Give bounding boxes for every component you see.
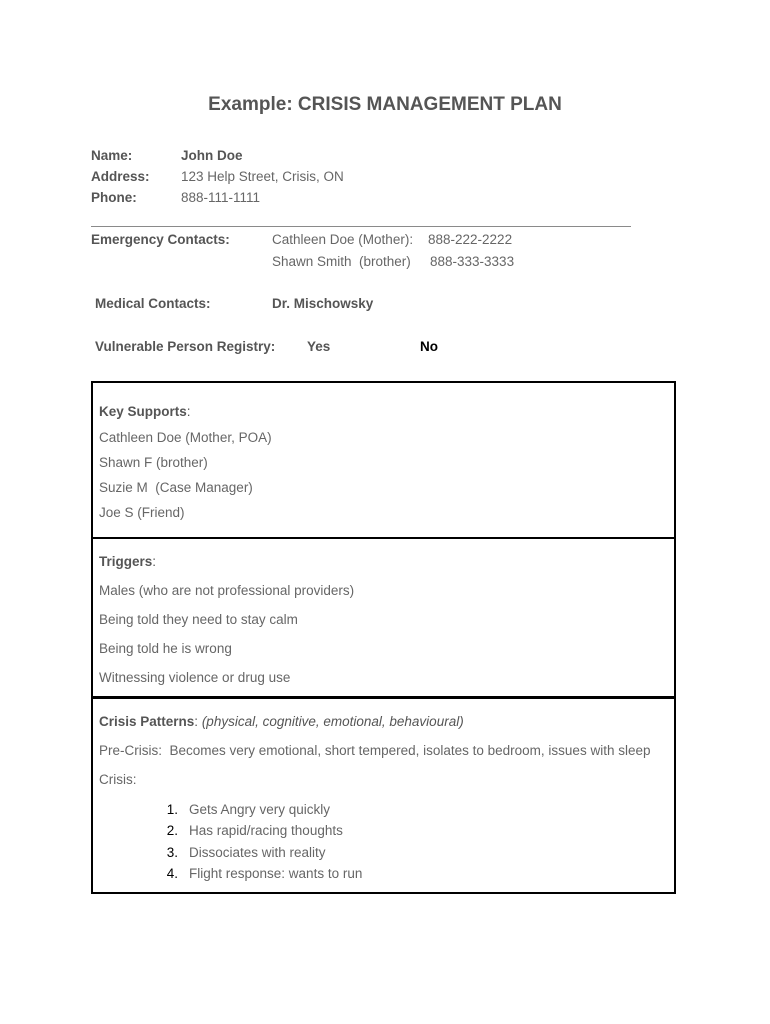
name-value: John Doe <box>181 148 243 163</box>
list-item: Being told they need to stay calm <box>99 612 298 627</box>
key-supports-box <box>91 381 676 539</box>
address-value: 123 Help Street, Crisis, ON <box>181 169 344 184</box>
name-label: Name: <box>91 148 133 163</box>
list-item: Flight response: wants to run <box>189 866 363 881</box>
emergency-contact-phone: 888-222-2222 <box>428 232 513 247</box>
crisis-label: Crisis: <box>99 772 137 787</box>
list-item: Has rapid/racing thoughts <box>189 823 343 838</box>
emergency-contact-name: Cathleen Doe (Mother): <box>272 232 414 247</box>
medical-contact-value: Dr. Mischowsky <box>272 296 374 311</box>
list-item: Males (who are not professional providers) <box>99 583 355 598</box>
list-number: 3. <box>166 845 178 860</box>
list-item: Suzie M (Case Manager) <box>99 480 253 495</box>
list-item: Shawn F (brother) <box>99 455 208 470</box>
registry-yes-option: Yes <box>307 339 331 354</box>
crisis-patterns-box <box>91 697 676 894</box>
emergency-contact-name: Shawn Smith (brother) <box>272 254 411 269</box>
emergency-contact-phone: 888-333-3333 <box>430 254 515 269</box>
pre-crisis-text: Pre-Crisis: Becomes very emotional, short tempered, isolates to bedroom, issues with sleep <box>99 743 651 758</box>
list-number: 2. <box>166 823 178 838</box>
address-label: Address: <box>91 169 150 184</box>
crisis-patterns-heading: Crisis Patterns: (physical, cognitive, emotional, behavioural) <box>99 714 464 729</box>
emergency-contacts-label: Emergency Contacts: <box>91 232 230 247</box>
list-item: Dissociates with reality <box>189 845 326 860</box>
crisis-patterns-subheading: (physical, cognitive, emotional, behavioural) <box>201 714 464 729</box>
list-item: Gets Angry very quickly <box>189 802 331 817</box>
registry-no-option: No <box>420 339 438 354</box>
key-supports-heading: Key Supports: <box>99 404 191 419</box>
page-title: Example: CRISIS MANAGEMENT PLAN <box>208 94 562 115</box>
list-number: 1. <box>166 802 178 817</box>
divider-line <box>91 226 631 227</box>
medical-contacts-label: Medical Contacts: <box>95 296 211 311</box>
phone-value: 888-111-1111 <box>181 190 261 205</box>
triggers-heading: Triggers: <box>99 554 157 569</box>
phone-label: Phone: <box>91 190 137 205</box>
list-item: Witnessing violence or drug use <box>99 670 291 685</box>
list-item: Joe S (Friend) <box>99 505 185 520</box>
list-item: Being told he is wrong <box>99 641 232 656</box>
triggers-box <box>91 537 676 698</box>
list-number: 4. <box>166 866 178 881</box>
list-item: Cathleen Doe (Mother, POA) <box>99 430 272 445</box>
registry-label: Vulnerable Person Registry: <box>95 339 276 354</box>
